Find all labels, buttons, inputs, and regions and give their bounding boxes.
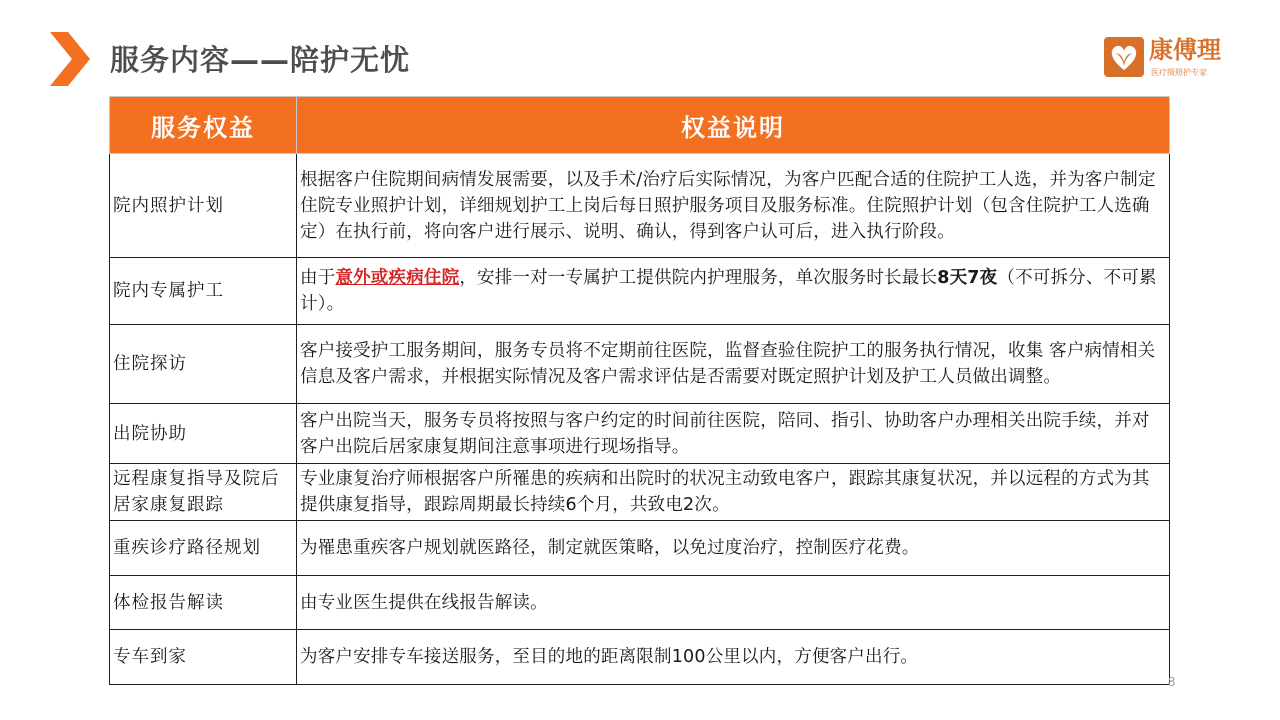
table-row xyxy=(110,464,1170,521)
table-header-row xyxy=(110,97,1170,154)
page-title: 服务内容——陪护无忧 xyxy=(110,43,411,77)
benefit-cell: 院内专属护工 xyxy=(110,258,297,325)
page-number: 8 xyxy=(1168,674,1176,689)
benefit-cell: 住院探访 xyxy=(110,325,297,404)
benefit-cell: 出院协助 xyxy=(110,404,297,464)
description-cell: 由专业医生提供在线报告解读。 xyxy=(297,576,1170,630)
benefit-cell: 院内照护计划 xyxy=(110,154,297,258)
table-row xyxy=(110,576,1170,630)
description-cell: 为罹患重疾客户规划就医路径，制定就医策略，以免过度治疗，控制医疗花费。 xyxy=(297,521,1170,576)
benefit-cell: 重疾诊疗路径规划 xyxy=(110,521,297,576)
benefit-cell: 远程康复指导及院后居家康复跟踪 xyxy=(110,464,297,521)
header-benefit: 服务权益 xyxy=(110,97,297,154)
table-row xyxy=(110,325,1170,404)
description-cell: 根据客户住院期间病情发展需要，以及手术/治疗后实际情况，为客户匹配合适的住院护工人选，并为客户制定住院专业照护计划，详细规划护工上岗后每日照护服务项目及服务标准。住院照护计划（包含住院护工人选确定）在执行前，将向客户进行展示、说明、确认，得到客户认可后，进入执行阶段。 xyxy=(297,154,1170,258)
description-cell: 为客户安排专车接送服务，至目的地的距离限制100公里以内，方便客户出行。 xyxy=(297,630,1170,685)
description-text: 由于 xyxy=(300,268,336,288)
table-row xyxy=(110,154,1170,258)
highlight-text: 意外或疾病住院 xyxy=(335,268,460,288)
service-table xyxy=(109,96,1170,685)
description-cell xyxy=(297,258,1170,325)
benefit-cell: 体检报告解读 xyxy=(110,576,297,630)
description-text: ，安排一对一专属护工提供院内护理服务，单次服务时长最长 xyxy=(459,268,938,288)
heart-leaf-logo-icon xyxy=(1103,36,1145,78)
description-text: （不可拆分、不可累计）。 xyxy=(300,268,1157,314)
logo-tagline: 医疗级照护专家 xyxy=(1151,68,1207,77)
duration-text: 8天7夜 xyxy=(937,268,998,288)
benefit-cell: 专车到家 xyxy=(110,630,297,685)
description-cell: 客户接受护工服务期间，服务专员将不定期前往医院，监督查验住院护工的服务执行情况，收集 客户病情相关信息及客户需求，并根据实际情况及客户需求评估是否需要对既定照护计划及护工人员做出调整。 xyxy=(297,325,1170,404)
description-cell: 专业康复治疗师根据客户所罹患的疾病和出院时的状况主动致电客户，跟踪其康复状况，并以远程的方式为其提供康复指导，跟踪周期最长持续6个月，共致电2次。 xyxy=(297,464,1170,521)
table-row xyxy=(110,630,1170,685)
description-cell: 客户出院当天，服务专员将按照与客户约定的时间前往医院，陪同、指引、协助客户办理相关出院手续，并对客户出院后居家康复期间注意事项进行现场指导。 xyxy=(297,404,1170,464)
logo-name: 康傅理 xyxy=(1149,36,1221,64)
table-row xyxy=(110,521,1170,576)
chevron-right-icon xyxy=(50,32,90,86)
table-row xyxy=(110,404,1170,464)
table-row xyxy=(110,258,1170,325)
header-description: 权益说明 xyxy=(297,97,1170,154)
logo xyxy=(1103,36,1233,82)
